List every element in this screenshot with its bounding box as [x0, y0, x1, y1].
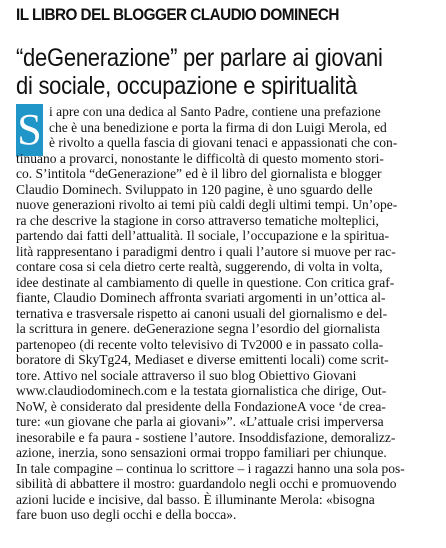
body-line: la scrittura in genere. deGenerazione segna l’esordio del giornalista	[16, 321, 380, 336]
body-line: nuove generazioni rivolto ai temi più caldi degli ultimi tempi. Un’ope-	[16, 197, 398, 212]
body-line: boratore di SkyTg24, Mediaset e diverse emittenti locali) come scrit-	[16, 352, 389, 367]
body-line: tore. Attivo nel sociale attraverso il suo blog Obiettivo Giovani	[16, 367, 357, 383]
body-line: fiante, Claudio Dominech affronta svariati argomenti in un’ottica al-	[16, 290, 386, 305]
body-line: ra che descrive la stagione in corso attraverso tematiche molteplici,	[16, 212, 379, 228]
headline-line: “deGenerazione” per parlare ai giovani	[16, 44, 383, 72]
body-line: contare cosa si cela dietro certe realtà, suggerendo, di volta in volta,	[16, 259, 383, 274]
article-body	[16, 104, 436, 523]
body-line: NoW, è considerato dal presidente della FondazioneA voce ‘de crea-	[16, 398, 386, 414]
body-line: è rivolto a quella fascia di giovani tenaci e appassionati che con-	[49, 135, 398, 150]
body-line: In tale compagine – continua lo scrittore – i ragazzi hanno una sola pos-	[16, 460, 405, 476]
drop-cap: S	[17, 105, 42, 154]
body-line: tinuano a provarci, nonostante le difficoltà di questo momento stori-	[16, 150, 384, 166]
headline-line: di sociale, occupazione e spiritualità	[16, 72, 357, 100]
article-headline	[16, 44, 403, 100]
body-line: ternativa e trasversale rispetto ai canoni usuali del giornalismo e del-	[16, 305, 388, 321]
body-line: idee destinate al cambiamento di quelle in questione. Con critica graf-	[16, 274, 395, 290]
article-kicker: IL LIBRO DEL BLOGGER CLAUDIO DOMINECH	[16, 5, 339, 24]
body-text	[16, 104, 436, 523]
body-line: i apre con una dedica al Santo Padre, contiene una prefazione	[49, 104, 381, 119]
body-line: co. S’intitola “deGenerazione” ed è il libro del giornalista e blogger	[16, 166, 382, 181]
body-line: azioni lucide e incisive, dal basso. È illuminante Merola: «bisogna	[16, 491, 375, 507]
body-line: www.claudiodominech.com e la testata giornalistica che dirige, Out-	[16, 383, 387, 398]
body-line: azione, inerzia, sono sensazioni ormai troppo familiari per chiunque.	[16, 445, 387, 460]
body-line: fare buon uso degli occhi e della bocca».	[16, 507, 237, 522]
body-line: lità rappresentano i paradigmi dentro i quali l’autore si muove per rac-	[16, 243, 396, 259]
body-line: che è una benedizione e porta la firma di don Luigi Merola, ed	[49, 119, 387, 135]
body-line: partendo dai fatti dell’attualità. Il sociale, l’occupazione e la spiritua-	[16, 228, 389, 243]
body-line: partenopeo (di recente volto televisivo di Tv2000 e in passato colla-	[16, 336, 384, 352]
body-line: sibilità di abbattere il mostro: guardandolo negli occhi e promuovendo	[16, 476, 397, 491]
body-line: Claudio Dominech. Sviluppato in 120 pagine, è uno sguardo delle	[16, 181, 373, 197]
body-line: ture: «un giovane che parla ai giovani»”. «L’attuale crisi imperversa	[16, 414, 384, 429]
body-line: inesorabile e fa paura - sostiene l’autore. Insoddisfazione, demoralizz-	[16, 429, 396, 445]
